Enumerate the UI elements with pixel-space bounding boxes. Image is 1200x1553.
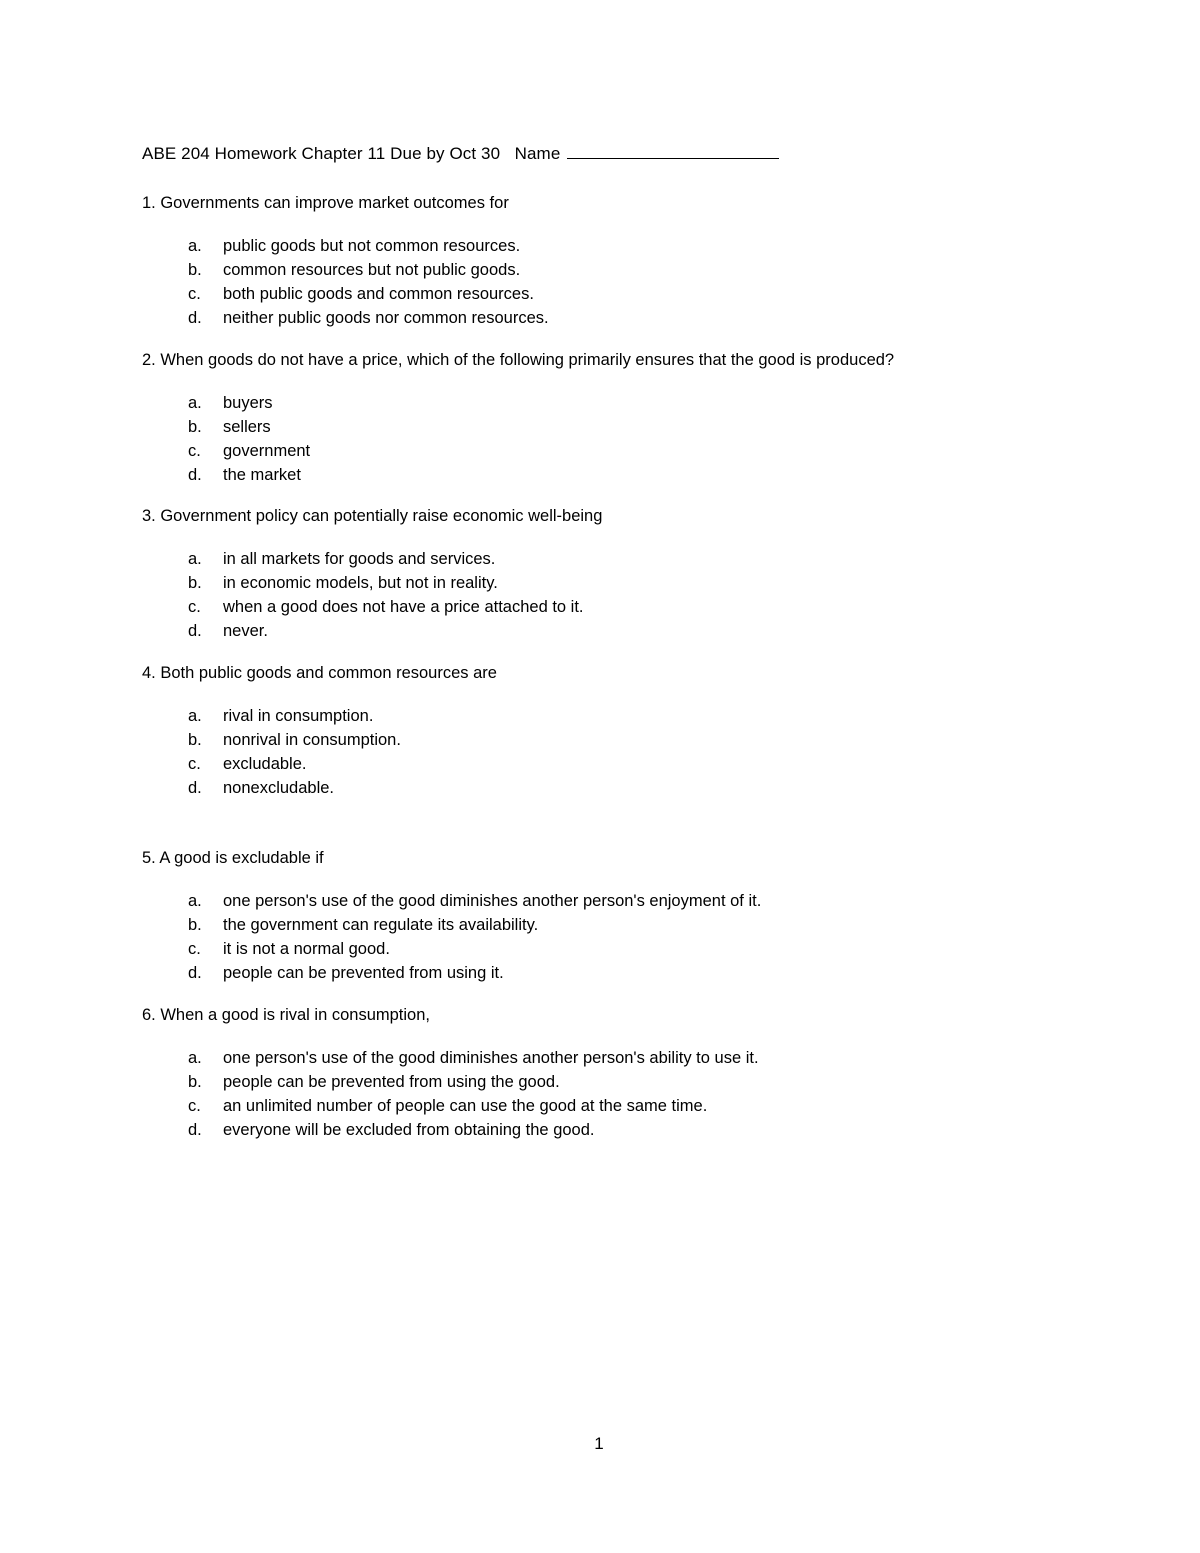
question-1 [142, 193, 1142, 330]
question-stem: 1. Governments can improve market outcomes for [142, 194, 509, 212]
answer-options [142, 391, 1142, 487]
option-text: buyers [223, 394, 273, 412]
option-letter: a. [188, 892, 202, 910]
homework-header [142, 144, 779, 164]
answer-option [142, 571, 1142, 595]
option-letter: d. [188, 309, 202, 327]
option-letter: d. [188, 779, 202, 797]
option-letter: c. [188, 1097, 201, 1115]
answer-option [142, 282, 1142, 306]
option-text: government [223, 442, 311, 460]
answer-option [142, 704, 1142, 728]
option-text: when a good does not have a price attached to it. [223, 598, 584, 616]
option-text: rival in consumption. [223, 707, 374, 725]
option-text: excludable. [223, 755, 307, 773]
question-5 [142, 848, 1142, 985]
option-letter: a. [188, 1049, 202, 1067]
answer-option [142, 391, 1142, 415]
option-text: everyone will be excluded from obtaining the good. [223, 1121, 595, 1139]
answer-options [142, 547, 1142, 643]
option-text: both public goods and common resources. [223, 285, 534, 303]
option-letter: d. [188, 964, 202, 982]
answer-option [142, 776, 1142, 800]
question-3 [142, 506, 1142, 643]
answer-option [142, 1094, 1142, 1118]
option-letter: c. [188, 598, 201, 616]
option-letter: b. [188, 1073, 202, 1091]
answer-option [142, 306, 1142, 330]
question-stem: 5. A good is excludable if [142, 849, 324, 867]
option-text: an unlimited number of people can use the good at the same time. [223, 1097, 708, 1115]
option-letter: b. [188, 261, 202, 279]
option-text: public goods but not common resources. [223, 237, 521, 255]
homework-title: ABE 204 Homework Chapter 11 Due by Oct 30 [142, 144, 501, 163]
option-text: sellers [223, 418, 271, 436]
option-text: nonexcludable. [223, 779, 335, 797]
option-text: nonrival in consumption. [223, 731, 401, 749]
page-number: 1 [594, 1434, 604, 1453]
answer-option [142, 439, 1142, 463]
answer-option [142, 728, 1142, 752]
answer-option [142, 463, 1142, 487]
option-text: the government can regulate its availability. [223, 916, 539, 934]
answer-option [142, 1118, 1142, 1142]
answer-option [142, 937, 1142, 961]
option-letter: a. [188, 394, 202, 412]
option-text: one person's use of the good diminishes another person's ability to use it. [223, 1049, 759, 1067]
option-letter: a. [188, 707, 202, 725]
option-letter: d. [188, 1121, 202, 1139]
option-text: neither public goods nor common resources. [223, 309, 549, 327]
option-letter: a. [188, 550, 202, 568]
option-text: common resources but not public goods. [223, 261, 521, 279]
question-2 [142, 350, 1142, 487]
answer-option [142, 234, 1142, 258]
question-stem: 4. Both public goods and common resources are [142, 664, 497, 682]
option-text: people can be prevented from using the good. [223, 1073, 560, 1091]
question-4 [142, 663, 1142, 800]
option-letter: c. [188, 940, 201, 958]
option-letter: c. [188, 755, 201, 773]
answer-option [142, 619, 1142, 643]
option-text: in all markets for goods and services. [223, 550, 496, 568]
name-blank-line [567, 144, 779, 159]
option-text: people can be prevented from using it. [223, 964, 504, 982]
option-letter: d. [188, 466, 202, 484]
answer-option [142, 752, 1142, 776]
option-text: never. [223, 622, 268, 640]
answer-option [142, 889, 1142, 913]
option-letter: b. [188, 418, 202, 436]
answer-option [142, 961, 1142, 985]
question-stem: 2. When goods do not have a price, which of the following primarily ensures that the good is produced? [142, 351, 895, 369]
answer-option [142, 1070, 1142, 1094]
option-letter: a. [188, 237, 202, 255]
answer-options [142, 889, 1142, 985]
option-letter: b. [188, 574, 202, 592]
option-text: in economic models, but not in reality. [223, 574, 498, 592]
answer-option [142, 595, 1142, 619]
question-stem: 6. When a good is rival in consumption, [142, 1006, 430, 1024]
option-letter: d. [188, 622, 202, 640]
question-stem: 3. Government policy can potentially raise economic well-being [142, 507, 603, 525]
answer-option [142, 258, 1142, 282]
option-letter: c. [188, 442, 201, 460]
option-text: the market [223, 466, 301, 484]
answer-options [142, 1046, 1142, 1142]
option-text: it is not a normal good. [223, 940, 390, 958]
option-letter: c. [188, 285, 201, 303]
answer-option [142, 1046, 1142, 1070]
option-letter: b. [188, 731, 202, 749]
answer-options [142, 234, 1142, 330]
answer-option [142, 913, 1142, 937]
answer-option [142, 547, 1142, 571]
answer-options [142, 704, 1142, 800]
question-6 [142, 1005, 1142, 1142]
answer-option [142, 415, 1142, 439]
name-label: Name [514, 144, 561, 163]
option-text: one person's use of the good diminishes another person's enjoyment of it. [223, 892, 762, 910]
option-letter: b. [188, 916, 202, 934]
